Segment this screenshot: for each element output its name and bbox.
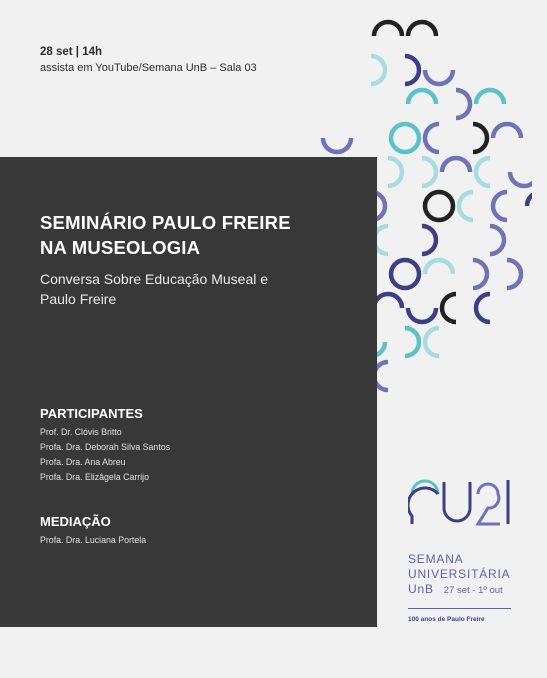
- logo-dates: 27 set - 1º out: [443, 585, 503, 596]
- decorative-arc: [510, 172, 532, 186]
- decorative-arc: [374, 22, 402, 36]
- participant-name: Profa. Dra. Ana Abreu: [40, 457, 126, 467]
- decorative-arc: [323, 138, 351, 152]
- decorative-arc: [493, 192, 507, 220]
- seminar-title: [40, 210, 291, 260]
- decorative-arc: [374, 294, 402, 308]
- decorative-arc: [422, 158, 436, 186]
- mediation-section: [40, 514, 146, 548]
- logo-line-semana: SEMANA: [408, 552, 464, 566]
- participant-name: Profa. Dra. Elizâgela Carrijo: [40, 472, 150, 482]
- decorative-arc: [388, 158, 402, 186]
- decorative-arc: [442, 294, 456, 322]
- decorative-arc: [442, 158, 470, 172]
- decorative-arc: [507, 260, 521, 288]
- participant-name: Prof. Dr. Clóvis Britto: [40, 427, 122, 437]
- decorative-arc: [490, 226, 504, 254]
- logo-tagline: 100 anos de Paulo Freire: [408, 616, 485, 623]
- decorative-arc: [476, 294, 490, 322]
- su21-logo-mark: [408, 474, 518, 536]
- decorative-arc: [408, 90, 436, 104]
- mediator-name: Profa. Dra. Luciana Portela: [40, 535, 147, 545]
- decorative-arc: [391, 260, 419, 288]
- seminar-panel: [0, 157, 377, 627]
- decorative-arc: [408, 308, 436, 322]
- seminar-subtitle-line1: Conversa Sobre Educação Museal e: [40, 271, 269, 287]
- event-info: [40, 44, 257, 76]
- seminar-title-line2: NA MUSEOLOGIA: [40, 237, 201, 258]
- event-location: assista em YouTube/Semana UnB – Sala 03: [40, 62, 257, 74]
- mediation-heading: MEDIAÇÃO: [40, 514, 111, 529]
- decorative-arc: [459, 192, 473, 220]
- logo-line-unb: UnB: [408, 582, 434, 596]
- logo-text: [408, 552, 528, 598]
- participants-heading: PARTICIPANTES: [40, 406, 143, 421]
- decorative-arc: [405, 328, 419, 356]
- decorative-arc: [456, 90, 470, 118]
- decorative-arc: [408, 22, 436, 36]
- logo-divider: [408, 608, 511, 609]
- decorative-arc: [422, 226, 436, 254]
- decorative-arc: [371, 56, 385, 84]
- decorative-arc: [405, 56, 419, 84]
- decorative-arc: [476, 158, 490, 186]
- seminar-subtitle: [40, 269, 268, 309]
- event-date-time: 28 set | 14h: [40, 46, 103, 58]
- decorative-arc: [527, 192, 532, 206]
- decorative-arc: [425, 192, 453, 220]
- seminar-title-line1: SEMINÁRIO PAULO FREIRE: [40, 212, 291, 233]
- decorative-arc: [476, 90, 504, 104]
- semana-universitaria-logo: [408, 474, 528, 623]
- participant-name: Profa. Dra. Deborah Silva Santos: [40, 442, 171, 452]
- logo-line-universitaria: UNIVERSITÁRIA: [408, 567, 511, 581]
- seminar-subtitle-line2: Paulo Freire: [40, 291, 117, 307]
- decorative-arc: [425, 124, 439, 152]
- decorative-arc: [425, 70, 453, 84]
- decorative-arc: [425, 328, 439, 356]
- participants-section: [40, 406, 170, 485]
- decorative-arc: [473, 260, 487, 288]
- decorative-arc: [473, 124, 487, 152]
- decorative-arc: [493, 124, 521, 138]
- decorative-arc: [425, 260, 453, 274]
- decorative-arc: [391, 124, 419, 152]
